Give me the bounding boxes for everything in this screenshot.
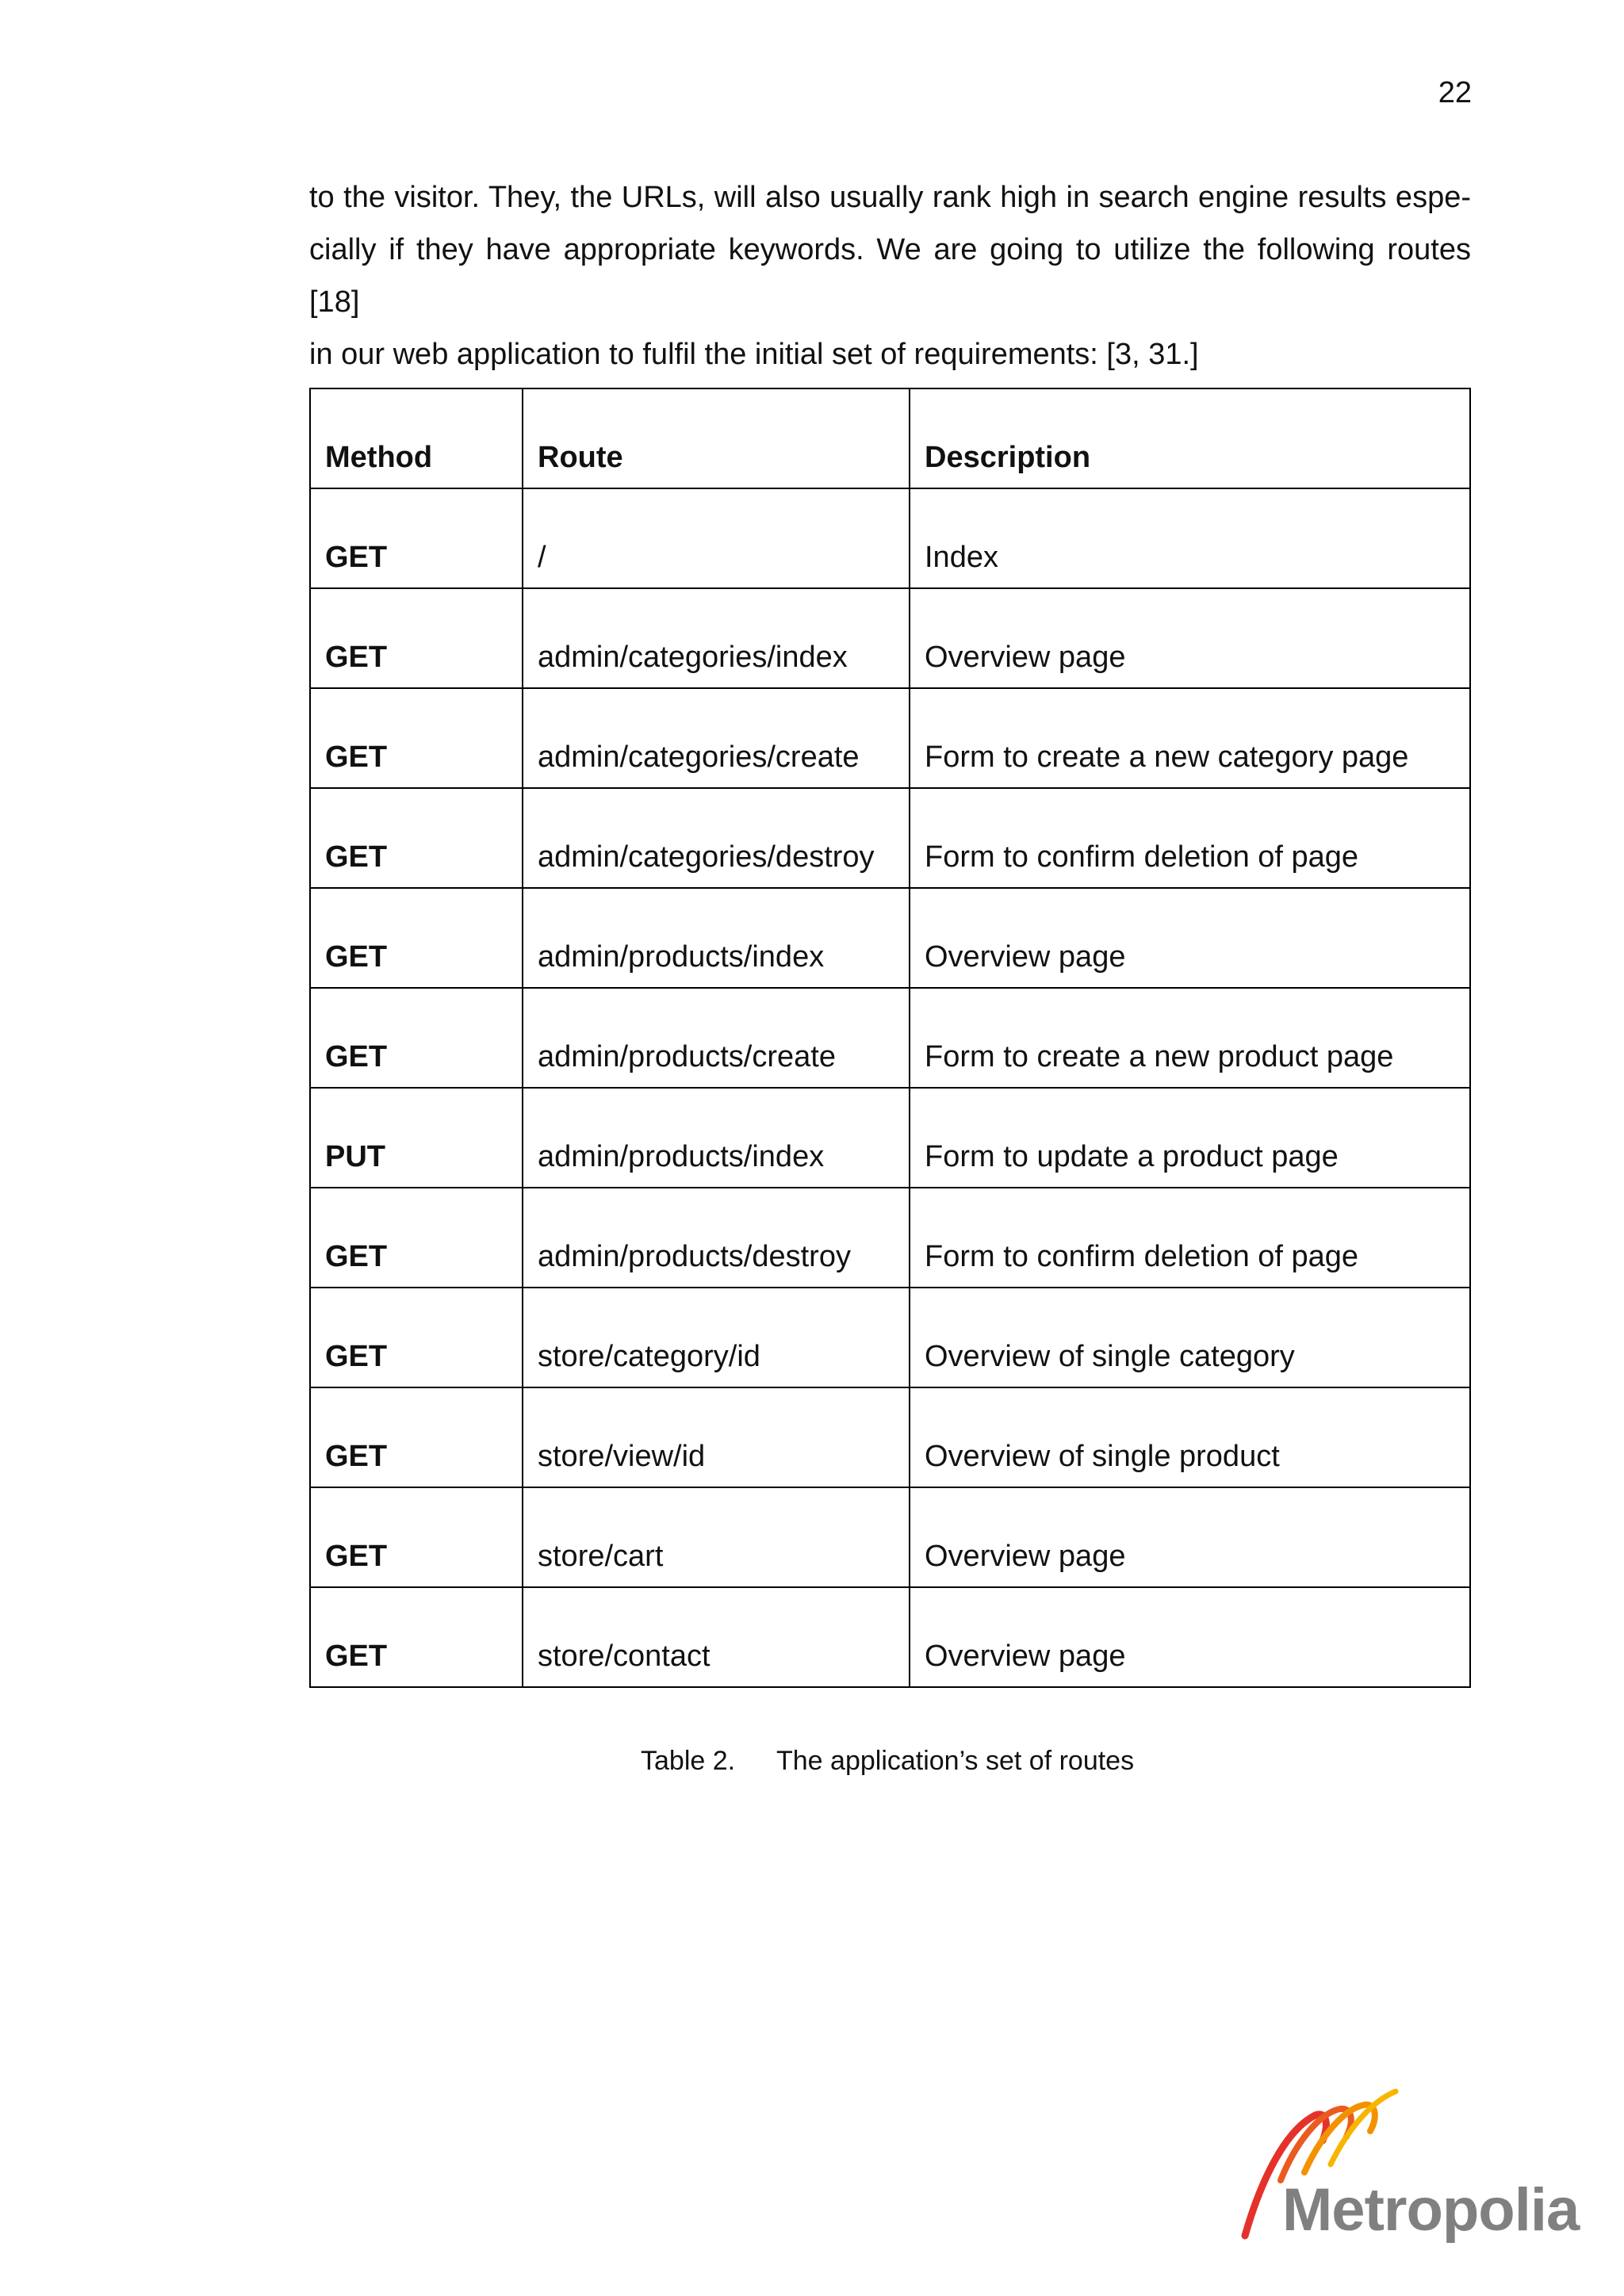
route-cell: admin/products/destroy — [523, 1188, 910, 1288]
table-row — [310, 688, 1470, 788]
header-method: Method — [310, 388, 523, 488]
method-cell: GET — [310, 1288, 523, 1387]
description-cell: Form to create a new product page — [910, 988, 1470, 1088]
table-row — [310, 1387, 1470, 1487]
table-row — [310, 788, 1470, 888]
table-row — [310, 988, 1470, 1088]
description-cell: Overview page — [910, 888, 1470, 988]
method-cell: GET — [310, 1387, 523, 1487]
table-row — [310, 1188, 1470, 1288]
route-cell: admin/products/index — [523, 888, 910, 988]
paragraph-line: in our web application to fulfil the initial set of requirements: [3, 31.] — [309, 338, 1199, 371]
table-row — [310, 588, 1470, 688]
paragraph-line: to the visitor. They, the URLs, will also usually rank high in search engine results espe- — [309, 181, 1471, 214]
method-cell: GET — [310, 888, 523, 988]
paragraph-line: cially if they have appropriate keywords. We are going to utilize the following routes [18] — [309, 233, 1471, 319]
route-cell: admin/products/create — [523, 988, 910, 1088]
route-cell: store/view/id — [523, 1387, 910, 1487]
method-cell: GET — [310, 688, 523, 788]
method-cell: GET — [310, 988, 523, 1088]
method-cell: GET — [310, 588, 523, 688]
table-header-row — [310, 388, 1470, 488]
description-cell: Form to confirm deletion of page — [910, 1188, 1470, 1288]
logo-wordmark: Metropolia — [1282, 2176, 1580, 2244]
method-cell: GET — [310, 488, 523, 588]
method-cell: PUT — [310, 1088, 523, 1188]
caption-text: The application’s set of routes — [776, 1746, 1135, 1776]
route-cell: admin/categories/create — [523, 688, 910, 788]
table-row — [310, 488, 1470, 588]
route-cell: store/contact — [523, 1587, 910, 1687]
method-cell: GET — [310, 1587, 523, 1687]
route-cell: store/cart — [523, 1487, 910, 1587]
description-cell: Overview of single product — [910, 1387, 1470, 1487]
description-cell: Form to create a new category page — [910, 688, 1470, 788]
header-route: Route — [523, 388, 910, 488]
description-cell: Overview page — [910, 588, 1470, 688]
caption-label: Table 2. — [641, 1746, 736, 1776]
table-row — [310, 1088, 1470, 1188]
table-row — [310, 1288, 1470, 1387]
body-paragraph — [309, 171, 1471, 381]
route-cell: store/category/id — [523, 1288, 910, 1387]
method-cell: GET — [310, 1188, 523, 1288]
table-row — [310, 1487, 1470, 1587]
method-cell: GET — [310, 1487, 523, 1587]
description-cell: Form to confirm deletion of page — [910, 788, 1470, 888]
route-cell: admin/products/index — [523, 1088, 910, 1188]
description-cell: Overview of single category — [910, 1288, 1470, 1387]
table-row — [310, 1587, 1470, 1687]
description-cell: Overview page — [910, 1487, 1470, 1587]
route-cell: admin/categories/destroy — [523, 788, 910, 888]
table-caption — [641, 1746, 1134, 1777]
description-cell: Overview page — [910, 1587, 1470, 1687]
route-cell: admin/categories/index — [523, 588, 910, 688]
description-cell: Index — [910, 488, 1470, 588]
method-cell: GET — [310, 788, 523, 888]
route-cell: / — [523, 488, 910, 588]
description-cell: Form to update a product page — [910, 1088, 1470, 1188]
routes-table — [309, 388, 1471, 1688]
page-number: 22 — [1438, 76, 1472, 109]
table-row — [310, 888, 1470, 988]
header-description: Description — [910, 388, 1470, 488]
